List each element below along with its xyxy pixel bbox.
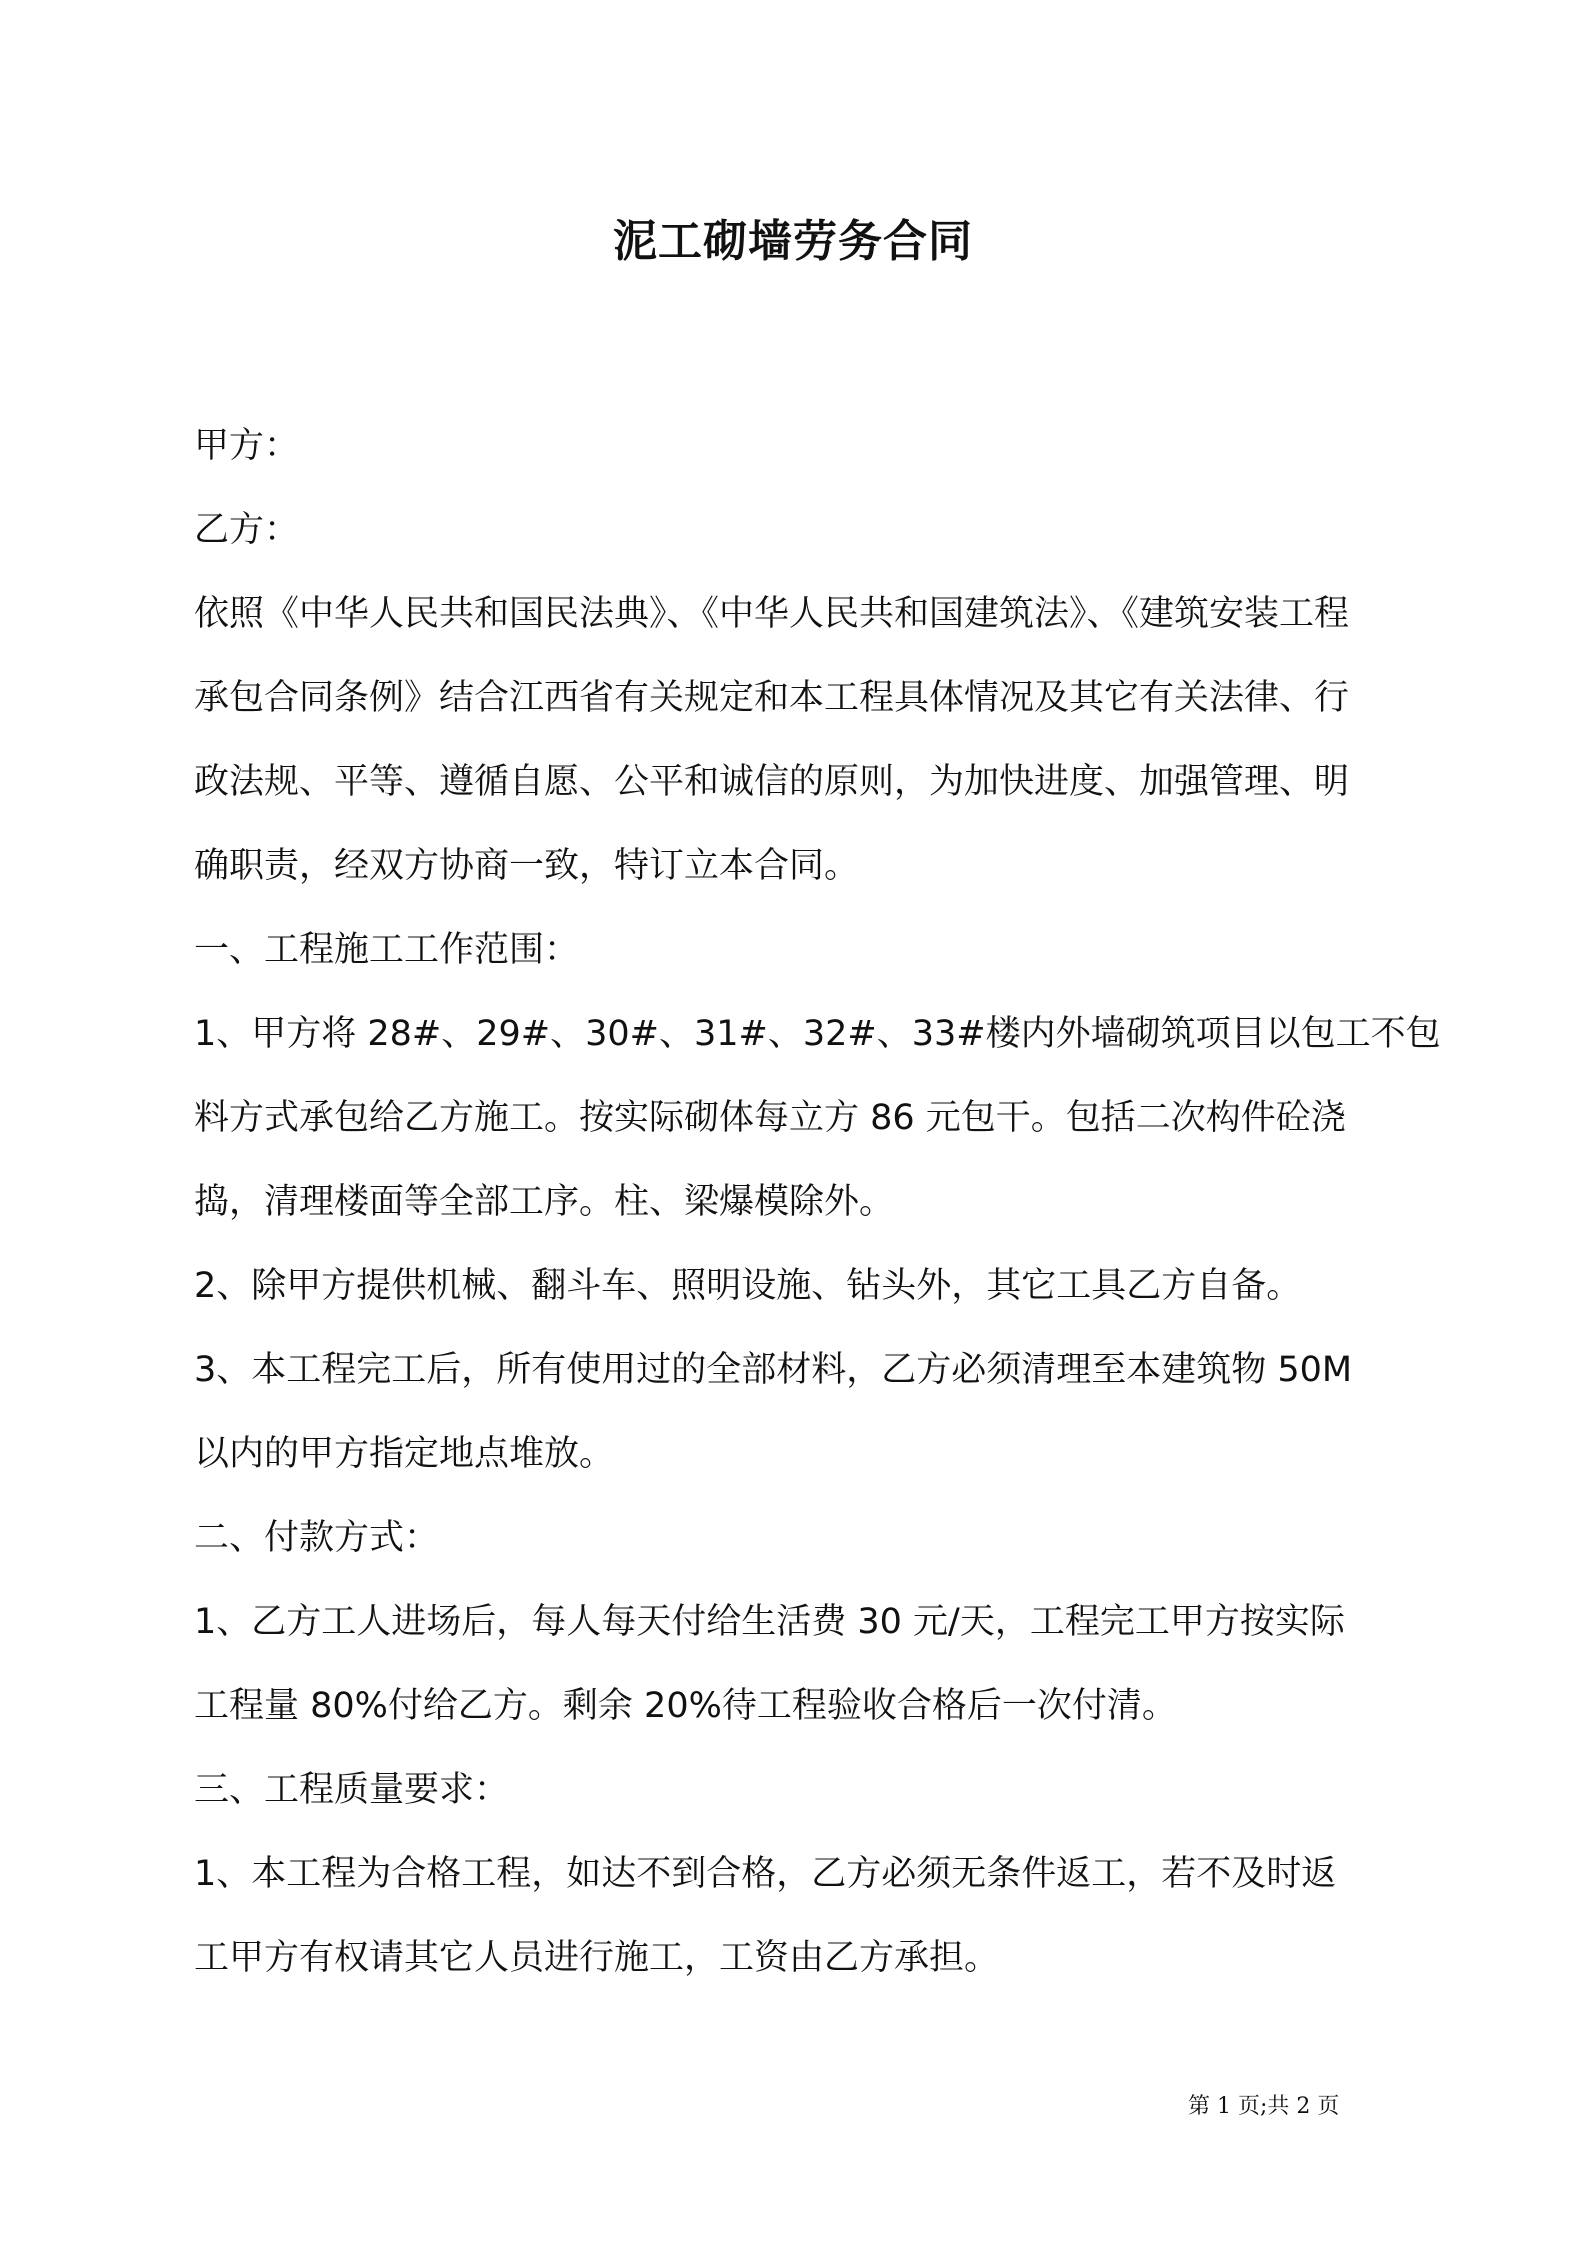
section-heading-scope: 一、工程施工工作范围： [194,930,580,970]
clause-line: 1、甲方将 28#、29#、30#、31#、32#、33#楼内外墙砌筑项目以包工不包 [194,1014,1441,1054]
party-a-line: 甲方： [194,426,300,466]
clause-line: 捣，清理楼面等全部工序。柱、梁爆模除外。 [194,1182,895,1222]
section-heading-payment: 二、付款方式： [194,1518,440,1558]
document-body [194,404,1441,2000]
clause-line: 1、乙方工人进场后，每人每天付给生活费 30 元/天，工程完工甲方按实际 [194,1602,1345,1642]
preamble-line: 承包合同条例》结合江西省有关规定和本工程具体情况及其它有关法律、行 [194,678,1350,718]
document-title: 泥工砌墙劳务合同 [613,216,973,267]
clause-line: 以内的甲方指定地点堆放。 [194,1434,615,1474]
section-heading-quality: 三、工程质量要求： [194,1770,510,1810]
clause-line: 3、本工程完工后，所有使用过的全部材料，乙方必须清理至本建筑物 50M [194,1350,1353,1390]
preamble-line: 确职责，经双方协商一致，特订立本合同。 [194,846,860,886]
party-b-line: 乙方： [194,510,300,550]
preamble-line: 政法规、平等、遵循自愿、公平和诚信的原则，为加快进度、加强管理、明 [194,762,1350,802]
page-number: 第 1 页;共 2 页 [1188,2094,1340,2119]
clause-line: 2、除甲方提供机械、翻斗车、照明设施、钻头外，其它工具乙方自备。 [194,1266,1302,1306]
clause-line: 工甲方有权请其它人员进行施工，工资由乙方承担。 [194,1938,1000,1978]
clause-line: 1、本工程为合格工程，如达不到合格，乙方必须无条件返工，若不及时返 [194,1854,1337,1894]
clause-line: 料方式承包给乙方施工。按实际砌体每立方 86 元包干。包括二次构件砼浇 [194,1098,1346,1138]
clause-line: 工程量 80%付给乙方。剩余 20%待工程验收合格后一次付清。 [194,1686,1177,1726]
preamble-line: 依照《中华人民共和国民法典》、《中华人民共和国建筑法》、《建筑安装工程 [194,594,1350,634]
